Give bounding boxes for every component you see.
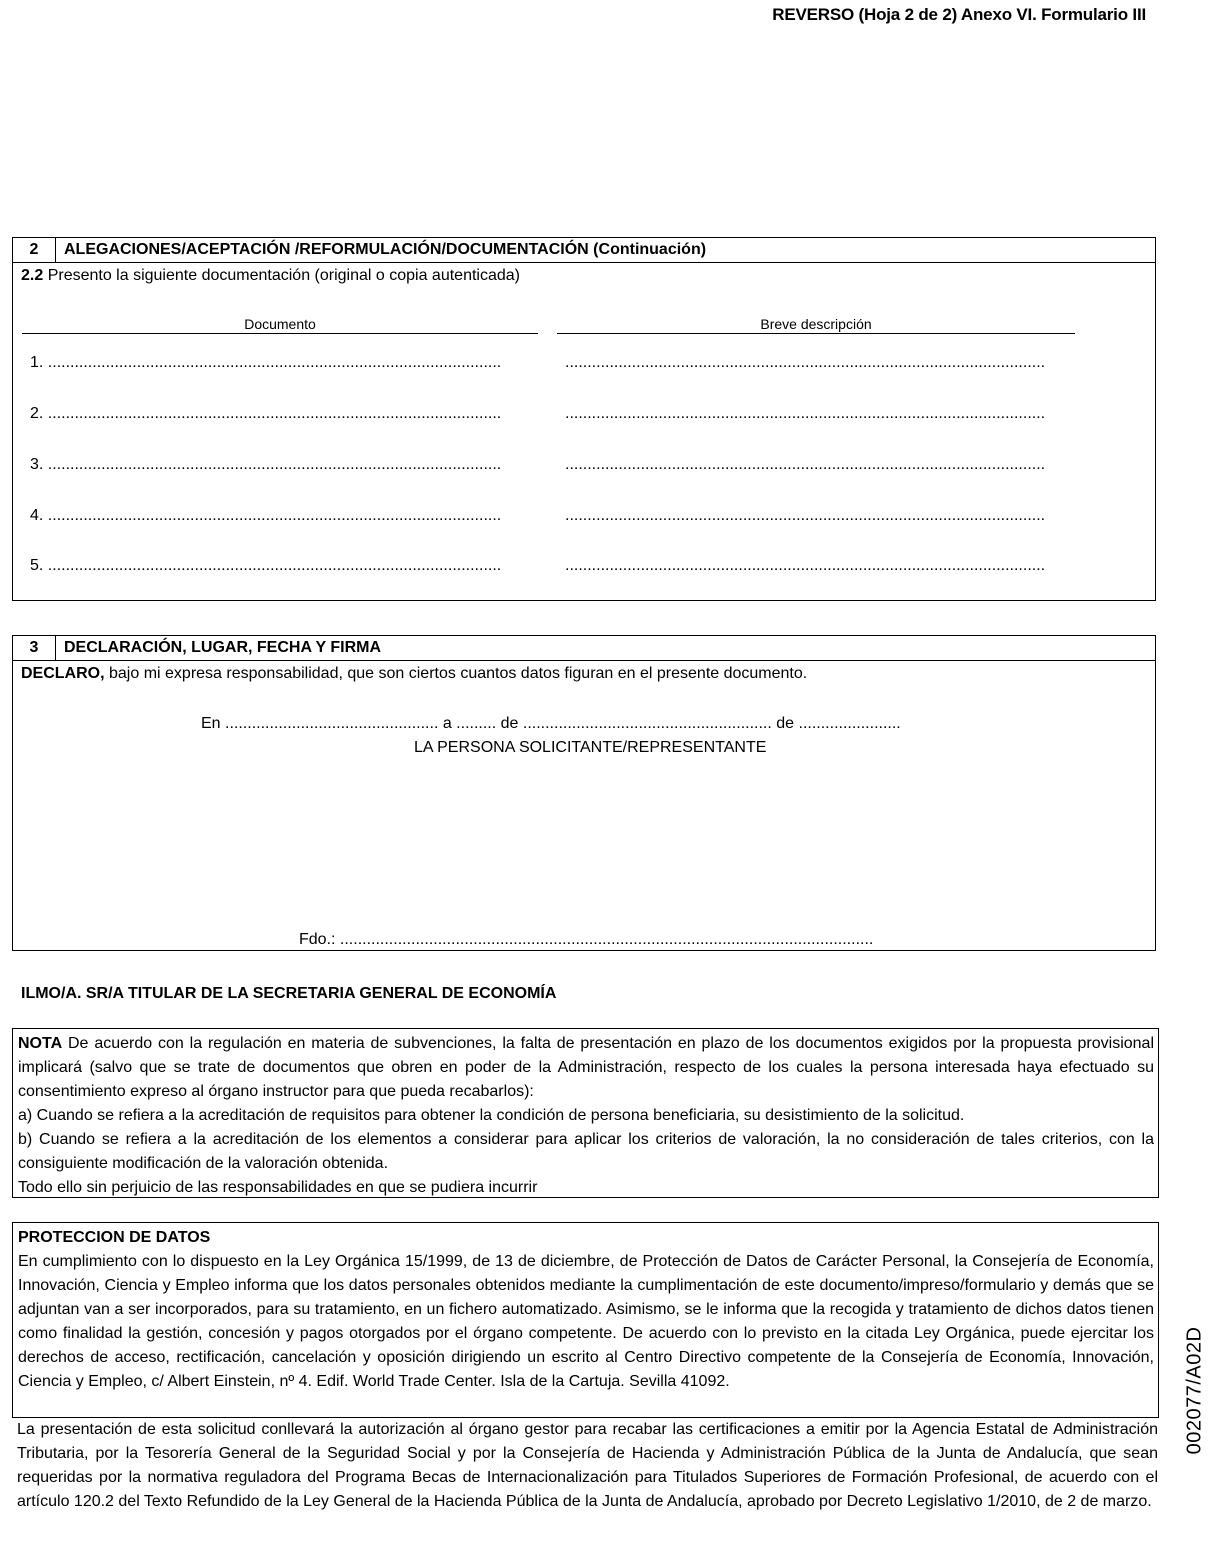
data-protection-text: En cumplimiento con lo dispuesto en la Ley Orgánica 15/1999, de 13 de diciembre, de Protección de Datos de Carácter Personal, la Consejería de Economía, Innovación, Ciencia y Empleo informa que los datos personales obtenidos mediante la cumplimentación de este documento/impreso/formulario y demás que se adjuntan van a ser incorporados, para su tratamiento, en un fichero automatizado. Asimismo, se le informa que la recogida y tratamiento de dichos datos tienen como finalidad la gestión, concesión y pagos otorgados por el órgano competente. De acuerdo con lo previsto en la citada Ley Orgánica, puede ejercitar los derechos de acceso, rectificación, cancelación y oposición dirigiendo un escrito al Centro Directivo competente de la Consejería de Economía, Innovación, Ciencia y Empleo, c/ Albert Einstein, nº 4. Edif. World Trade Center. Isla de la Cartuja. Sevilla 41092. (18, 1253, 1154, 1390)
row-number: 1. (30, 354, 44, 371)
data-protection-box (12, 1222, 1159, 1418)
authorization-text: La presentación de esta solicitud conllevará la autorización al órgano gestor para recabar las certificaciones a emitir por la Agencia Estatal de Administración Tributaria, por la Tesorería General de la Seguridad Social y por la Consejería de Hacienda y Administración Pública de la Junta de Andalucía, que sean requeridas por la normativa reguladora del Programa Becas de Internacionalización para Titulados Superiores de Formación Profesional, de acuerdo con el artículo 120.2 del Texto Refundido de la Ley General de la Hacienda Pública de la Junta de Andalucía, aprobado por Decreto Legislativo 1/2010, de 2 de marzo. (17, 1421, 1158, 1510)
nota-item-a: a) Cuando se refiera a la acreditación de requisitos para obtener la condición de persona beneficiaria, su desistimiento de la solicitud. (18, 1107, 965, 1124)
subsection-text: Presento la siguiente documentación (original o copia autenticada) (43, 267, 520, 284)
section-declaration (12, 635, 1156, 951)
nota-text: De acuerdo con la regulación en materia de subvenciones, la falta de presentación en plazo de los documentos exigidos por la propuesta provisional implicará (salvo que se trate de documentos que obren en poder de la Administración, respecto de los cuales la persona interesada haya efectuado su consentimiento expreso al órgano instructor para que pueda recabarlos): (18, 1035, 1154, 1100)
document-row[interactable] (30, 354, 530, 372)
page-header-title: REVERSO (Hoja 2 de 2) Anexo VI. Formulario III (772, 5, 1146, 24)
nota-label: NOTA (18, 1035, 63, 1052)
section-header (13, 238, 1155, 263)
description-field[interactable]: ............................................................................................................ (565, 405, 1046, 422)
form-code (1175, 1310, 1212, 1470)
document-field[interactable]: ...................................................................................................... (47, 405, 502, 422)
subsection-number: 2.2 (21, 267, 44, 284)
row-number: 2. (30, 405, 44, 422)
document-field[interactable]: ...................................................................................................... (47, 456, 502, 473)
row-number: 5. (30, 557, 44, 574)
description-row[interactable] (565, 405, 1067, 423)
section-title: ALEGACIONES/ACEPTACIÓN /REFORMULACIÓN/DOCUMENTACIÓN (Continuación) (64, 241, 707, 258)
document-row[interactable] (30, 507, 530, 525)
row-number: 4. (30, 507, 44, 524)
section-title: DECLARACIÓN, LUGAR, FECHA Y FIRMA (64, 639, 382, 656)
form-code-text: 002077/A02D (1183, 1326, 1206, 1454)
document-field[interactable]: ...................................................................................................... (47, 354, 502, 371)
document-row[interactable] (30, 456, 530, 474)
declaration-statement (13, 665, 1155, 683)
row-number: 3. (30, 456, 44, 473)
signer-label: LA PERSONA SOLICITANTE/REPRESENTANTE (414, 739, 767, 756)
document-field[interactable]: ...................................................................................................... (47, 557, 502, 574)
addressee: ILMO/A. SR/A TITULAR DE LA SECRETARIA GENERAL DE ECONOMÍA (21, 985, 557, 1002)
column-header-document: Documento (22, 316, 538, 334)
description-field[interactable]: ............................................................................................................ (565, 557, 1046, 574)
description-row[interactable] (565, 557, 1067, 575)
nota-item-b: b) Cuando se refiera a la acreditación de los elementos a considerar para aplicar los criterios de valoración, la no consideración de tales criterios, con la consiguiente modificación de la valoración obtenida. (18, 1131, 1154, 1172)
description-field[interactable]: ............................................................................................................ (565, 507, 1046, 524)
signature-field[interactable]: Fdo.: ........................................................................................................................ (299, 931, 874, 948)
section-header (13, 636, 1155, 661)
description-row[interactable] (565, 507, 1067, 525)
description-field[interactable]: ............................................................................................................ (565, 456, 1046, 473)
document-row[interactable] (30, 557, 530, 575)
subsection-intro (13, 267, 1155, 285)
description-field[interactable]: ............................................................................................................ (565, 354, 1046, 371)
section-number: 2 (13, 238, 56, 262)
column-header-description: Breve descripción (557, 316, 1075, 334)
declaro-label: DECLARO, (21, 665, 105, 682)
section-documentation (12, 237, 1156, 601)
nota-closing: Todo ello sin perjuicio de las responsabilidades en que se pudiera incurrir (18, 1179, 538, 1196)
nota-paragraph (18, 1032, 1154, 1104)
document-field[interactable]: ...................................................................................................... (47, 507, 502, 524)
place-date-field[interactable]: En ................................................ a ......... de ........................................................ de ....................... (201, 715, 901, 732)
description-row[interactable] (565, 456, 1067, 474)
nota-box (12, 1028, 1159, 1198)
description-row[interactable] (565, 354, 1067, 372)
document-row[interactable] (30, 405, 530, 423)
data-protection-title: PROTECCION DE DATOS (18, 1229, 211, 1246)
section-number: 3 (13, 636, 56, 660)
declaration-text: bajo mi expresa responsabilidad, que son ciertos cuantos datos figuran en el presente documento. (104, 665, 808, 682)
